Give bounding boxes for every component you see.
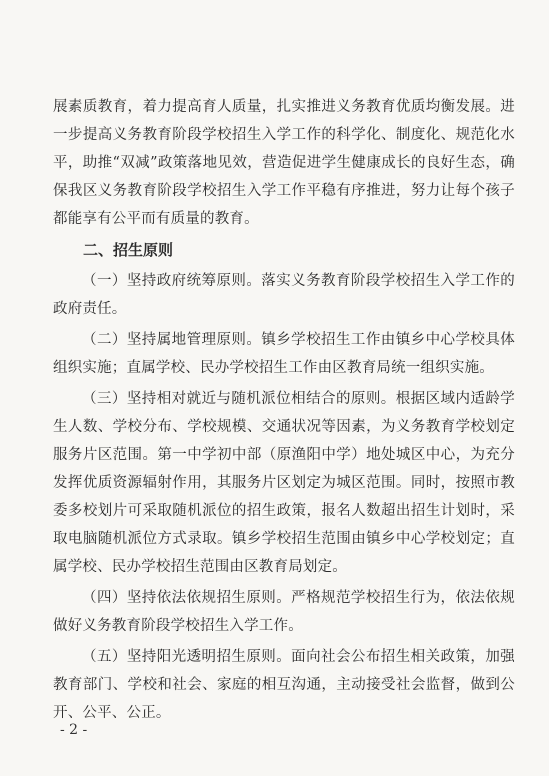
- document-body: [53, 93, 515, 730]
- principle-paragraph-1: （一）坚持政府统筹原则。落实义务教育阶段学校招生入学工作的政府责任。: [53, 273, 515, 317]
- principle-paragraph-2: （二）坚持属地管理原则。镇乡学校招生工作由镇乡中心学校具体组织实施；直属学校、民办学校招生工作由区教育局统一组织实施。: [53, 332, 515, 376]
- principle-paragraph-4: （四）坚持依法依规招生原则。严格规范学校招生行为，依法依规做好义务教育阶段学校招生入学工作。: [53, 590, 515, 634]
- intro-paragraph: 展素质教育，着力提高育人质量，扎实推进义务教育优质均衡发展。进一步提高义务教育阶段学校招生入学工作的科学化、制度化、规范化水平，助推“双减”政策落地见效，营造促进学生健康成长的良好生态，确保我区义务教育阶段学校招生入学工作平稳有序推进，努力让每个孩子都能享有公平而有质量的教育。: [53, 99, 515, 227]
- principle-paragraph-3: （三）坚持相对就近与随机派位相结合的原则。根据区域内适龄学生人数、学校分布、学校规模、交通状况等因素，为义务教育学校划定服务片区范围。第一中学初中部（原渔阳中学）地处城区中心，为充分发挥优质资源辐射作用，其服务片区划定为城区范围。同时，按照市教委多校划片可采取随机派位的招生政策，报名人数超出招生计划时，采取电脑随机派位方式录取。镇乡学校招生范围由镇乡中心学校划定；直属学校、民办学校招生范围由区教育局划定。: [53, 391, 515, 575]
- principle-paragraph-5: （五）坚持阳光透明招生原则。面向社会公布招生相关政策，加强教育部门、学校和社会、家庭的相互沟通，主动接受社会监督，做到公开、公平、公正。: [53, 649, 515, 721]
- page-number: - 2 -: [60, 722, 88, 738]
- section-heading: 二、招生原则: [83, 241, 174, 259]
